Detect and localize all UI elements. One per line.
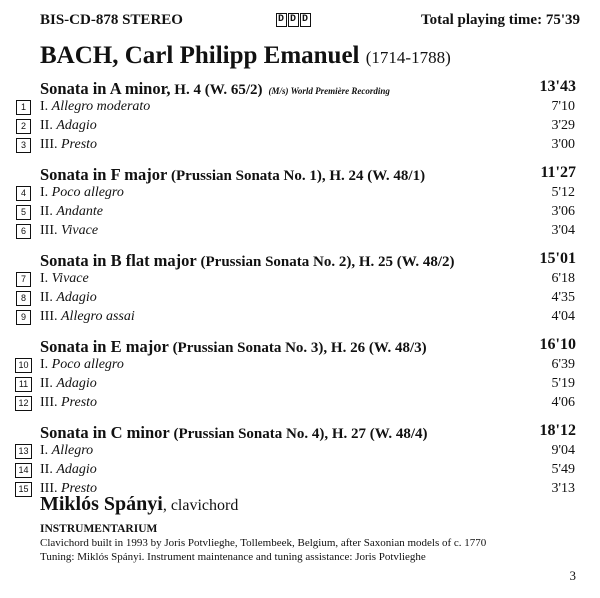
track-number-box: 5 xyxy=(16,205,31,220)
track-duration: 3'29 xyxy=(551,118,575,133)
work-title xyxy=(40,79,390,99)
work-title xyxy=(40,423,428,443)
movement-numeral: II. xyxy=(40,118,53,133)
track-duration: 4'04 xyxy=(551,309,575,324)
movement-title: Presto xyxy=(61,395,98,410)
movement-title: Andante xyxy=(56,204,103,219)
work-title-catalog: H. 4 (W. 65/2) xyxy=(170,82,263,98)
instrumentarium-heading: INSTRUMENTARIUM xyxy=(40,523,158,535)
track-label xyxy=(40,223,98,239)
movement-title: Allegro xyxy=(51,443,94,458)
work-section xyxy=(0,336,600,413)
track-duration: 4'35 xyxy=(551,290,575,305)
track-row xyxy=(0,289,600,308)
track-row xyxy=(0,184,600,203)
track-label xyxy=(40,271,89,287)
movement-numeral: III. xyxy=(40,395,58,410)
work-section xyxy=(0,422,600,499)
work-duration: 13'43 xyxy=(539,78,576,95)
movement-title: Vivace xyxy=(61,223,99,238)
work-note: (M/s) World Première Recording xyxy=(268,86,390,96)
work-title-catalog: (Prussian Sonata No. 1), H. 24 (W. 48/1) xyxy=(167,168,426,184)
track-number-box: 7 xyxy=(16,272,31,287)
movement-numeral: I. xyxy=(40,443,49,458)
catalog-number: BIS-CD-878 STEREO xyxy=(40,12,183,28)
track-number-box: 15 xyxy=(15,482,32,497)
movement-title: Presto xyxy=(61,481,98,496)
work-duration: 18'12 xyxy=(539,422,576,439)
track-label xyxy=(40,376,97,392)
track-number-box: 11 xyxy=(15,377,32,392)
ddd-letter: D xyxy=(278,14,286,25)
track-label xyxy=(40,309,135,325)
track-number-box: 2 xyxy=(16,119,31,134)
track-number-box: 14 xyxy=(15,463,32,478)
track-duration: 5'49 xyxy=(551,462,575,477)
track-label xyxy=(40,395,97,411)
track-number-box: 12 xyxy=(15,396,32,411)
page-number: 3 xyxy=(569,568,576,583)
work-title-main: Sonata in E major xyxy=(40,337,169,356)
track-duration: 7'10 xyxy=(551,99,575,114)
track-duration: 9'04 xyxy=(551,443,575,458)
works-list xyxy=(0,78,600,508)
track-row xyxy=(0,442,600,461)
work-duration: 11'27 xyxy=(540,164,576,181)
work-header xyxy=(0,422,600,442)
work-title xyxy=(40,165,425,185)
track-label xyxy=(40,204,103,220)
work-title-main: Sonata in B flat major xyxy=(40,251,197,270)
track-number-box: 3 xyxy=(16,138,31,153)
track-label xyxy=(40,185,124,201)
work-title xyxy=(40,251,455,271)
track-number-box: 1 xyxy=(16,100,31,115)
work-title-catalog: (Prussian Sonata No. 2), H. 25 (W. 48/2) xyxy=(196,254,455,270)
track-number-box: 6 xyxy=(16,224,31,239)
track-number-box: 8 xyxy=(16,291,31,306)
header xyxy=(40,12,580,34)
track-duration: 4'06 xyxy=(551,395,575,410)
movement-numeral: I. xyxy=(40,271,49,286)
track-duration: 5'12 xyxy=(551,185,575,200)
track-duration: 3'00 xyxy=(551,137,575,152)
track-duration: 3'04 xyxy=(551,223,575,238)
track-duration: 3'13 xyxy=(551,481,575,496)
track-label xyxy=(40,290,97,306)
performer-name: Miklós Spányi xyxy=(40,493,163,515)
movement-title: Adagio xyxy=(56,462,97,477)
movement-title: Allegro moderato xyxy=(51,99,151,114)
movement-numeral: III. xyxy=(40,309,58,324)
movement-title: Vivace xyxy=(51,271,89,286)
track-row xyxy=(0,308,600,327)
track-duration: 5'19 xyxy=(551,376,575,391)
track-label xyxy=(40,462,97,478)
movement-title: Adagio xyxy=(56,118,97,133)
work-header xyxy=(0,250,600,270)
work-header xyxy=(0,336,600,356)
track-row xyxy=(0,394,600,413)
movement-numeral: II. xyxy=(40,376,53,391)
movement-numeral: III. xyxy=(40,481,58,496)
movement-title: Presto xyxy=(61,137,98,152)
performer-instrument: , clavichord xyxy=(162,497,239,514)
track-row xyxy=(0,461,600,480)
track-row xyxy=(0,356,600,375)
track-number-box: 13 xyxy=(15,444,32,459)
track-duration: 6'39 xyxy=(551,357,575,372)
work-title-catalog: (Prussian Sonata No. 3), H. 26 (W. 48/3) xyxy=(168,340,427,356)
instrumentarium-line: Clavichord built in 1993 by Joris Potvlieghe, Tollembeek, Belgium, after Saxonian models of c. 1770 xyxy=(40,537,487,549)
composer-heading xyxy=(40,42,451,70)
track-row xyxy=(0,375,600,394)
work-title-main: Sonata in A minor, xyxy=(40,79,171,98)
ddd-badge xyxy=(276,13,312,27)
movement-numeral: I. xyxy=(40,357,49,372)
work-header xyxy=(0,164,600,184)
track-row xyxy=(0,270,600,289)
track-label xyxy=(40,137,97,153)
movement-numeral: I. xyxy=(40,185,49,200)
track-label xyxy=(40,357,124,373)
work-title-main: Sonata in C minor xyxy=(40,423,170,442)
ddd-letter: D xyxy=(290,14,298,25)
track-row xyxy=(0,203,600,222)
movement-title: Poco allegro xyxy=(51,185,124,200)
track-label xyxy=(40,118,97,134)
movement-numeral: II. xyxy=(40,204,53,219)
work-title-catalog: (Prussian Sonata No. 4), H. 27 (W. 48/4) xyxy=(169,426,428,442)
movement-title: Poco allegro xyxy=(51,357,124,372)
track-row xyxy=(0,222,600,241)
movement-title: Adagio xyxy=(56,376,97,391)
track-duration: 3'06 xyxy=(551,204,575,219)
movement-title: Allegro assai xyxy=(61,309,135,324)
work-duration: 16'10 xyxy=(539,336,576,353)
work-section xyxy=(0,250,600,327)
performer xyxy=(40,493,238,516)
composer-dates: (1714-1788) xyxy=(365,48,451,67)
work-title xyxy=(40,337,427,357)
movement-numeral: II. xyxy=(40,290,53,305)
instrumentarium xyxy=(40,522,585,564)
track-duration: 6'18 xyxy=(551,271,575,286)
track-number-box: 4 xyxy=(16,186,31,201)
movement-title: Adagio xyxy=(56,290,97,305)
composer-name: BACH, Carl Philipp Emanuel xyxy=(40,42,360,69)
movement-numeral: III. xyxy=(40,137,58,152)
movement-numeral: I. xyxy=(40,99,49,114)
ddd-letter: D xyxy=(302,14,310,25)
track-label xyxy=(40,99,150,115)
work-section xyxy=(0,164,600,241)
track-number-box: 9 xyxy=(16,310,31,325)
total-playing-time: Total playing time: 75'39 xyxy=(420,12,580,28)
track-number-box: 10 xyxy=(15,358,32,373)
instrumentarium-line: Tuning: Miklós Spányi. Instrument maintenance and tuning assistance: Joris Potvlieghe xyxy=(40,551,426,563)
movement-numeral: II. xyxy=(40,462,53,477)
work-title-main: Sonata in F major xyxy=(40,165,168,184)
track-row xyxy=(0,98,600,117)
track-row xyxy=(0,136,600,155)
work-header xyxy=(0,78,600,98)
work-section xyxy=(0,78,600,155)
track-label xyxy=(40,443,93,459)
movement-numeral: III. xyxy=(40,223,58,238)
work-duration: 15'01 xyxy=(539,250,576,267)
track-row xyxy=(0,117,600,136)
